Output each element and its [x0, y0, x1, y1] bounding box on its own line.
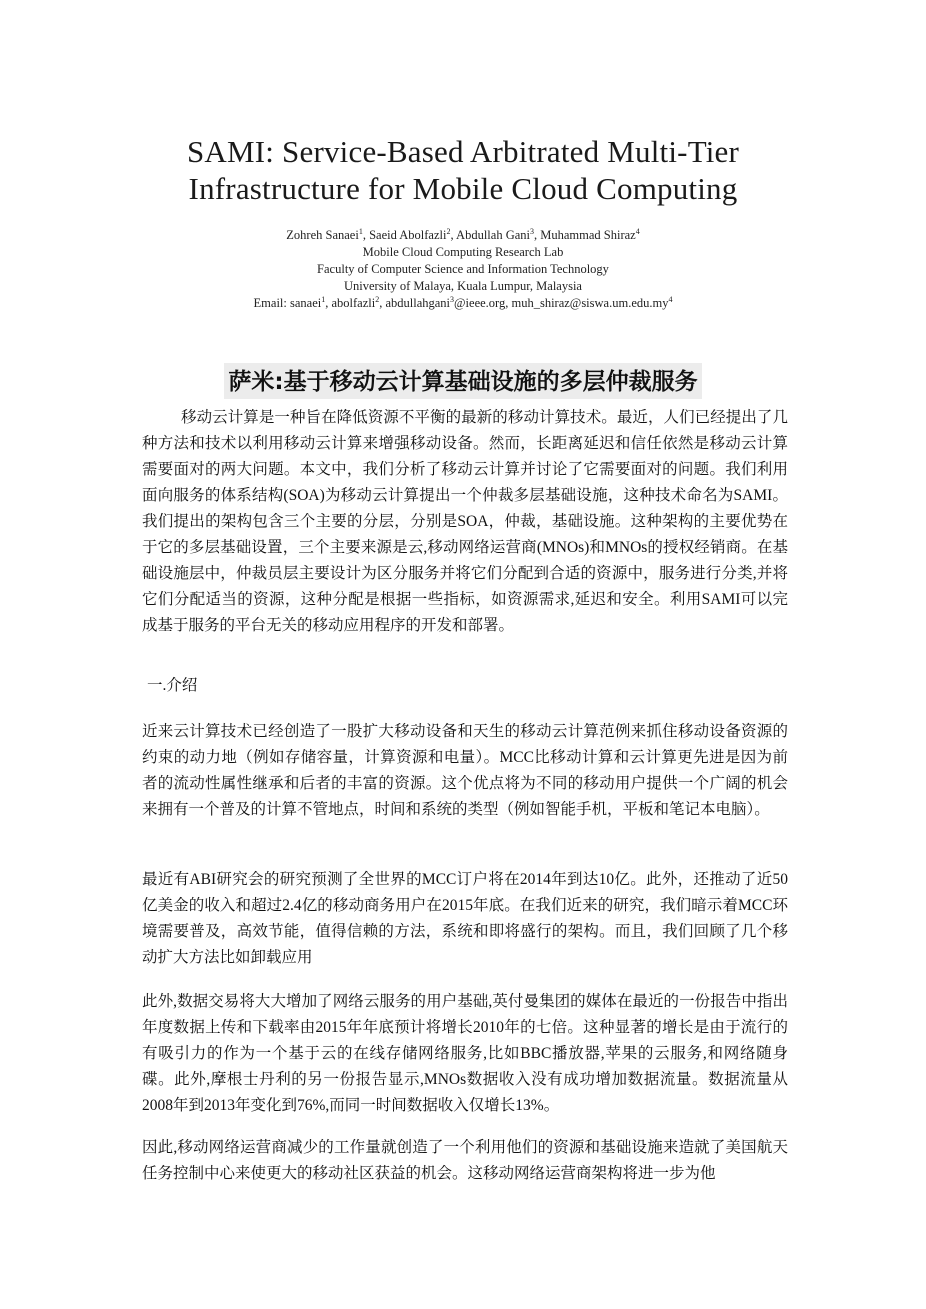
affiliation-university: University of Malaya, Kuala Lumpur, Malaysia [344, 279, 582, 293]
author-name: Muhammad Shiraz [540, 228, 636, 242]
author-sup: 1 [358, 226, 363, 236]
email-sup: 3 [450, 294, 455, 304]
body-paragraph: 近来云计算技术已经创造了一股扩大移动设备和天生的移动云计算范例来抓住移动设备资源的约束的动力地（例如存储容量，计算资源和电量）。MCC比移动计算和云计算更先进是因为前者的流动性属性继承和后者的丰富的资源。这个优点将为不同的移动用户提供一个广阔的机会来拥有一个普及的计算不管地点，时间和系统的类型（例如智能手机，平板和笔记本电脑）。 [142, 723, 788, 818]
email-label: Email: [253, 296, 287, 310]
affiliation-faculty: Faculty of Computer Science and Information Technology [317, 262, 609, 276]
affiliation-lab: Mobile Cloud Computing Research Lab [362, 245, 564, 259]
body-paragraph: 最近有ABI研究会的研究预测了全世界的MCC订户将在2014年到达10亿。此外，还推动了近50亿美金的收入和超过2.4亿的移动商务用户在2015年底。在我们近来的研究，我们暗示着MCC环境需要普及，高效节能，值得信赖的方法，系统和即将盛行的架构。而且，我们回顾了几个移动扩大方法比如卸载应用 [142, 871, 788, 966]
email-domain: @ieee.org [454, 296, 506, 310]
email-item: abolfazli [331, 296, 376, 310]
email-item: muh_shiraz@siswa.um.edu.my [511, 296, 669, 310]
email-sup: 4 [668, 294, 673, 304]
author-name: Abdullah Gani [456, 228, 530, 242]
author-name: Saeid Abolfazli [369, 228, 447, 242]
paper-title-chinese: 萨米:基于移动云计算基础设施的多层仲裁服务 [224, 363, 701, 399]
paper-title-english: SAMI: Service-Based Arbitrated Multi-Tier Infrastructure for Mobile Cloud Computing [186, 134, 740, 206]
email-item: sanaei [289, 296, 322, 310]
author-list: Zohreh Sanaei$^1$, Saeid Abolfazli$^2$, Abdullah Gani$^3$, Muhammad Shiraz$^4$ [286, 226, 640, 242]
body-paragraph: 此外,数据交易将大大增加了网络云服务的用户基础,英付曼集团的媒体在最近的一份报告中指出年度数据上传和下载率由2015年年底预计将增长2010年的七倍。这种显著的增长是由于流行的有吸引力的作为一个基于云的在线存储网络服务,比如BBC播放器,苹果的云服务,和网络随身碟。此外,摩根士丹利的另一份报告显示,MNOs数据收入没有成功增加数据流量。数据流量从2008年到2013年变化到76%,而同一时间数据收入仅增长13%。 [142, 993, 788, 1114]
email-sup: 1 [321, 294, 326, 304]
body-paragraph: 因此,移动网络运营商减少的工作量就创造了一个利用他们的资源和基础设施来造就了美国航天任务控制中心来使更大的移动社区获益的机会。这移动网络运营商架构将进一步为他 [142, 1139, 788, 1182]
author-sup: 4 [635, 226, 640, 236]
email-item: abdullahgani [385, 296, 451, 310]
email-line: Email: sanaei$^1$, abolfazli$^2$, abdullahgani$^3$@ieee.org, $muh\_shiraz@siswa.um.edu.my^4$ [253, 294, 673, 310]
author-block [160, 227, 766, 312]
chinese-title-wrap [0, 363, 926, 399]
author-sup: 3 [530, 226, 534, 236]
author-name: Zohreh Sanaei [286, 228, 359, 242]
abstract-paragraph: 移动云计算是一种旨在降低资源不平衡的最新的移动计算技术。最近，人们已经提出了几种方法和技术以利用移动云计算来增强移动设备。然而，长距离延迟和信任依然是移动云计算需要面对的两大问题。本文中，我们分析了移动云计算并讨论了它需要面对的问题。我们利用面向服务的体系结构(SOA)为移动云计算提出一个仲裁多层基础设施，这种技术命名为SAMI。我们提出的架构包含三个主要的分层，分别是SOA，仲裁，基础设施。这种架构的主要优势在于它的多层基础设置，三个主要来源是云,移动网络运营商(MNOs)和MNOs的授权经销商。在基础设施层中，仲裁员层主要设计为区分服务并将它们分配到合适的资源中，服务进行分类,并将它们分配适当的资源，这种分配是根据一些指标，如资源需求,延迟和安全。利用SAMI可以完成基于服务的平台无关的移动应用程序的开发和部署。 [142, 409, 788, 634]
section-heading-introduction: 一.介绍 [147, 677, 198, 694]
email-sup: 2 [375, 294, 380, 304]
author-sup: 2 [446, 226, 451, 236]
